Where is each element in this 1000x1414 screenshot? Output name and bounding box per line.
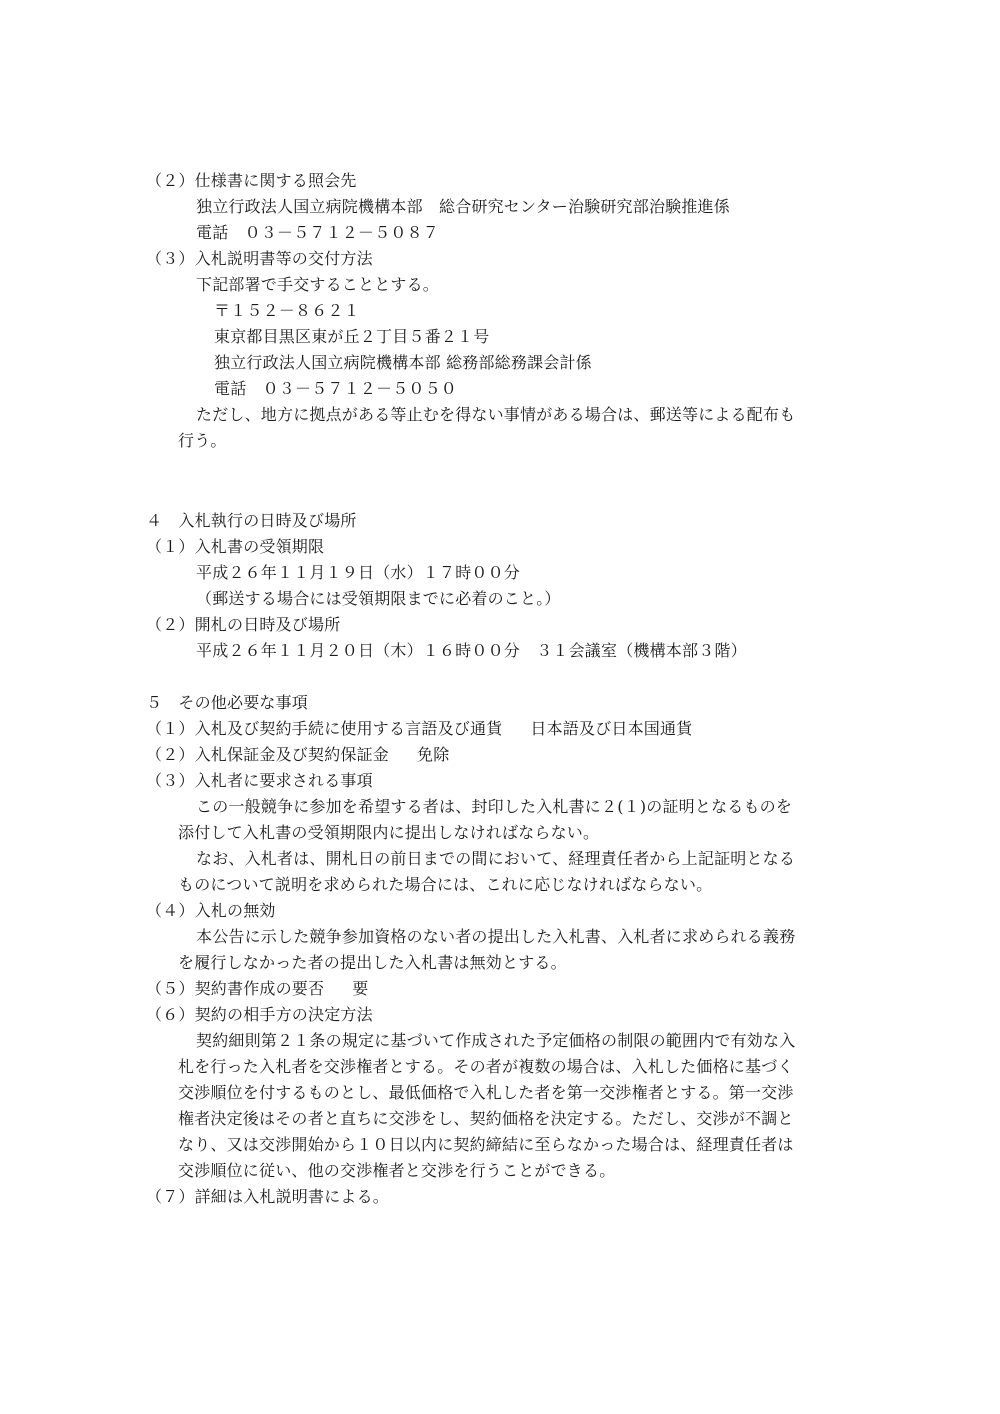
s5-item4-para-line1: 本公告に示した競争参加資格のない者の提出した入札書、入札者に求められる義務 (196, 927, 796, 946)
s3-item3-text: 下記部署で手交することとする。 (196, 275, 440, 294)
s5-item7-title: （７）詳細は入札説明書による。 (146, 1187, 390, 1206)
s5-item3-para2-line2: ものについて説明を求められた場合には、これに応じなければならない。 (178, 875, 713, 894)
s3-item3-note-line2: 行う。 (178, 431, 227, 450)
s4-item2-title: （２）開札の日時及び場所 (146, 615, 341, 634)
s5-item3-para1-line2: 添付して入札書の受領期限内に提出しなければならない。 (178, 823, 600, 842)
s5-item6-para-line6: 交渉順位に従い、他の交渉権者と交渉を行うことができる。 (178, 1161, 616, 1180)
s4-item1-date: 平成２６年１１月１９日（水）１７時００分 (196, 563, 521, 582)
s3-item3-telephone: 電話 ０３－５７１２－５０５０ (214, 379, 458, 398)
s5-item6-para-line2: 札を行った入札者を交渉権者とする。その者が複数の場合は、入札した価格に基づく (178, 1057, 794, 1076)
s3-item2-title: （２）仕様書に関する照会先 (146, 171, 357, 190)
s4-item2-date-place: 平成２６年１１月２０日（木）１６時００分 ３１会議室（機構本部３階） (196, 641, 747, 660)
s4-item1-title: （１）入札書の受領期限 (146, 537, 325, 556)
s5-item6-para-line1: 契約細則第２１条の規定に基づいて作成された予定価格の制限の範囲内で有効な入 (196, 1031, 796, 1050)
s5-heading: ５ その他必要な事項 (146, 693, 309, 712)
s5-item3-para1-line1: この一般競争に参加を希望する者は、封印した入札書に２(１)の証明となるものを (196, 797, 793, 816)
s3-item3-note-line1: ただし、地方に拠点がある等止むを得ない事情がある場合は、郵送等による配布も (196, 405, 796, 424)
s5-item1-label: （１）入札及び契約手続に使用する言語及び通貨 (146, 719, 503, 738)
s3-item3-organization: 独立行政法人国立病院機構本部 総務部総務課会計係 (214, 353, 592, 372)
s5-item6-para-line3: 交渉順位を付するものとし、最低価格で入札した者を第一交渉権者とする。第一交渉 (178, 1083, 794, 1102)
s3-item2-organization: 独立行政法人国立病院機構本部 総合研究センター治験研究部治験推進係 (196, 197, 730, 216)
s5-item1 (146, 718, 692, 740)
s3-item3-title: （３）入札説明書等の交付方法 (146, 249, 373, 268)
s5-item5-label: （５）契約書作成の要否 (146, 979, 325, 998)
s5-item2-value: 免除 (417, 745, 450, 764)
s5-item4-para-line2: を履行しなかった者の提出した入札書は無効とする。 (178, 953, 567, 972)
s5-item2-label: （２）入札保証金及び契約保証金 (146, 745, 390, 764)
s5-item6-para-line5: なり、又は交渉開始から１０日以内に契約締結に至らなかった場合は、経理責任者は (178, 1135, 794, 1154)
s5-item5 (146, 978, 368, 1000)
s5-item5-value: 要 (352, 979, 369, 998)
s3-item3-postal-code: 〒１５２－８６２１ (214, 301, 360, 320)
s5-item2 (146, 744, 449, 766)
s5-item4-title: （４）入札の無効 (146, 901, 276, 920)
s5-item3-title: （３）入札者に要求される事項 (146, 771, 373, 790)
s3-item2-telephone: 電話 ０３－５７１２－５０８７ (196, 223, 440, 242)
s4-heading: ４ 入札執行の日時及び場所 (146, 511, 357, 530)
s4-item1-note: （郵送する場合には受領期限までに必着のこと。） (196, 589, 561, 608)
s5-item6-para-line4: 権者決定後はその者と直ちに交渉をし、契約価格を決定する。ただし、交渉が不調と (178, 1109, 794, 1128)
s3-item3-address: 東京都目黒区東が丘２丁目５番２１号 (214, 327, 490, 346)
s5-item6-title: （６）契約の相手方の決定方法 (146, 1005, 373, 1024)
s5-item1-value: 日本語及び日本国通貨 (530, 719, 693, 738)
s5-item3-para2-line1: なお、入札者は、開札日の前日までの間において、経理責任者から上記証明となる (196, 849, 796, 868)
